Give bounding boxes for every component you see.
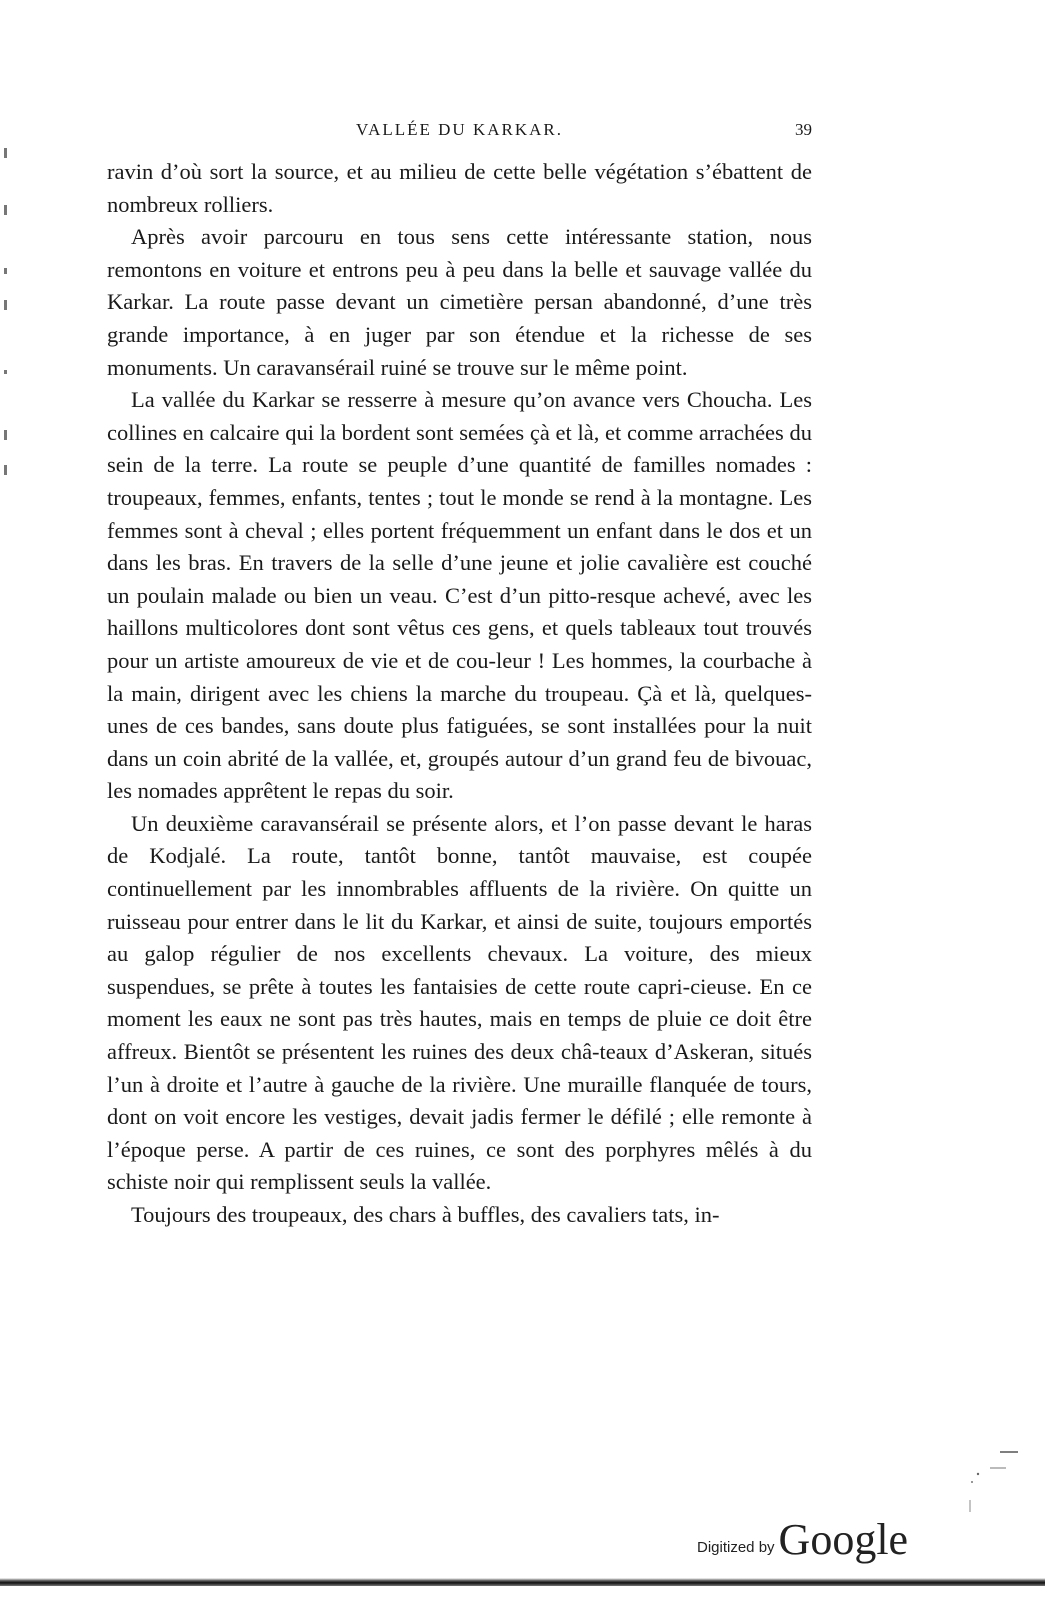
paragraph: ravin d’où sort la source, et au milieu de cette belle végétation s’ébattent de nombreux rolliers. bbox=[107, 159, 812, 217]
digitized-by-google-mark bbox=[697, 1502, 908, 1562]
scan-speck bbox=[4, 148, 7, 158]
page-number: 39 bbox=[795, 120, 812, 139]
running-head bbox=[107, 120, 812, 144]
scan-noise-icon bbox=[960, 1440, 1020, 1520]
scan-speck bbox=[4, 430, 7, 440]
scan-bottom-edge bbox=[0, 1578, 1045, 1586]
body-text bbox=[107, 156, 812, 1232]
scan-speck bbox=[4, 205, 7, 215]
paragraph: La vallée du Karkar se resserre à mesure qu’on avance vers Choucha. Les collines en calcaire qui la bordent sont semées çà et là, et comme arrachées du sein de la terre. La route se peuple d’une quantité de familles nomades : troupeaux, femmes, enfants, tentes ; tout le monde se rend à la montagne. Les femmes sont à cheval ; elles portent fréquemment un enfant dans le dos et un dans les bras. En travers de la selle d’une jeune et jolie cavalière est couché un poulain malade ou bien un veau. C’est d’un pitto-resque achevé, avec les haillons multicolores dont sont vêtus ces gens, et quels tableaux tout trouvés pour un artiste amoureux de vie et de cou-leur ! Les hommes, la courbache à la main, dirigent avec les chiens la marche du troupeau. Çà et là, quelques-unes de ces bandes, sans doute plus fatiguées, se sont installées pour la nuit dans un coin abrité de la vallée, et, groupés autour d’un grand feu de bivouac, les nomades apprêtent le repas du soir. bbox=[107, 387, 812, 804]
scan-speck bbox=[4, 268, 7, 274]
scan-margin-marks bbox=[0, 0, 20, 1600]
paragraph: Un deuxième caravansérail se présente alors, et l’on passe devant le haras de Kodjalé. La route, tantôt bonne, tantôt mauvaise, est coupée continuellement par les innombrables affluents de la rivière. On quitte un ruisseau pour entrer dans le lit du Karkar, et ainsi de suite, toujours emportés au galop régulier de nos excellents chevaux. La voiture, des mieux suspendues, se prête à toutes les fantaisies de cette route capri-cieuse. En ce moment les eaux ne sont pas très hautes, mais en temps de pluie ce doit être affreux. Bientôt se présentent les ruines des deux châ-teaux d’Askeran, situés l’un à droite et l’autre à gauche de la rivière. Une muraille flanquée de tours, dont on voit encore les vestiges, devait jadis fermer le défilé ; elle remonte à l’époque perse. A partir de ces ruines, ce sont des porphyres mêlés à du schiste noir qui remplissent seuls la vallée. bbox=[107, 810, 812, 1195]
running-title: VALLÉE DU KARKAR. bbox=[356, 120, 563, 139]
paragraph: Après avoir parcouru en tous sens cette intéressante station, nous remontons en voiture et entrons peu à peu dans la belle et sauvage vallée du Karkar. La route passe devant un cimetière persan abandonné, d’une très grande importance, à en juger par son étendue et la richesse de ses monuments. Un caravansérail ruiné se trouve sur le même point. bbox=[107, 224, 812, 380]
digitized-label: Digitized by bbox=[697, 1539, 775, 1556]
paragraph: Toujours des troupeaux, des chars à buffles, des cavaliers tats, in- bbox=[131, 1202, 720, 1227]
scan-edge-marks bbox=[960, 1440, 1020, 1520]
google-wordmark: Google bbox=[778, 1515, 909, 1564]
scan-speck bbox=[4, 465, 7, 475]
scan-speck bbox=[4, 300, 7, 310]
scan-speck bbox=[4, 370, 7, 374]
